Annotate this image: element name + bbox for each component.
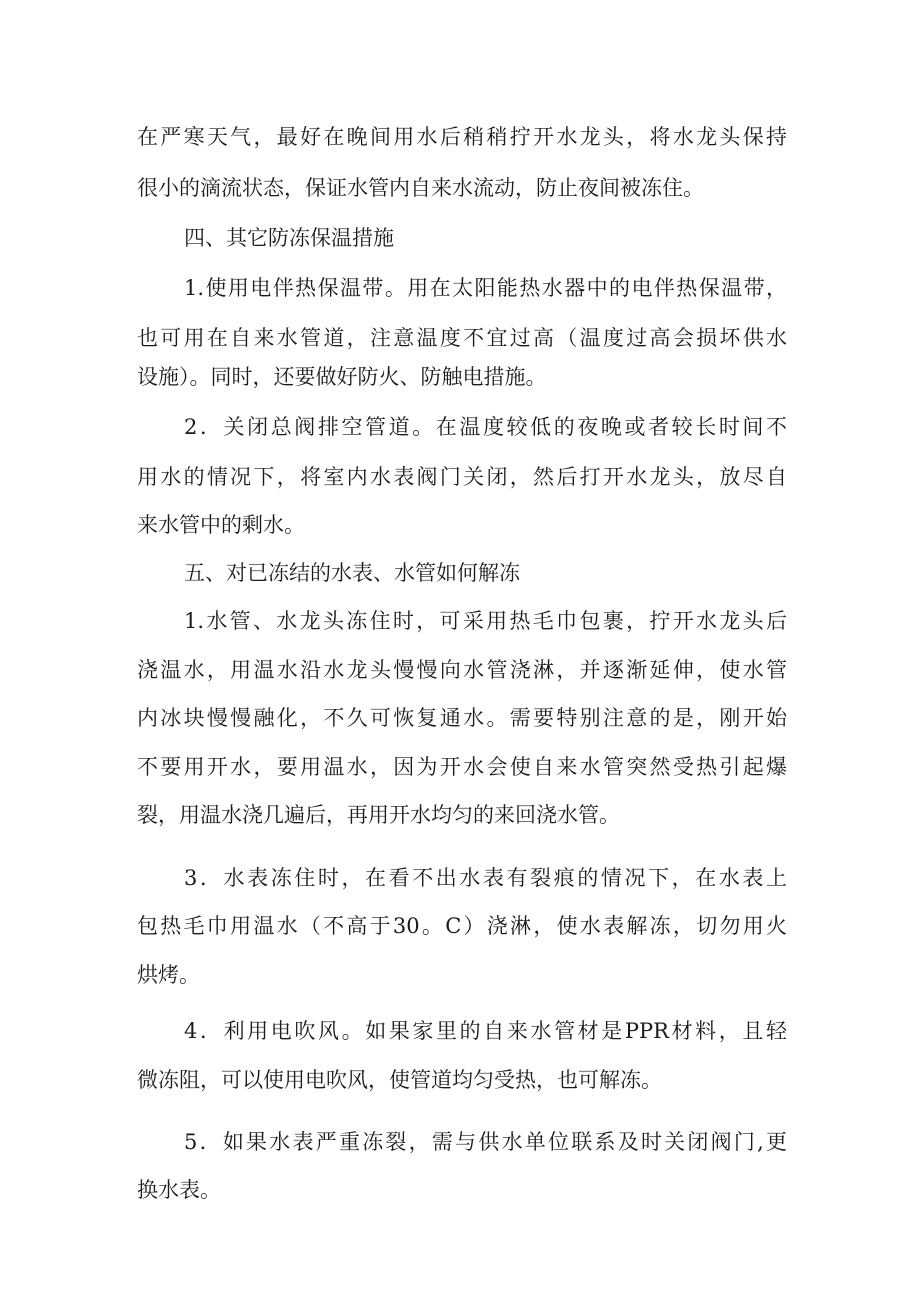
paragraph-line: 3．水表冻住时，在看不出水表有裂痕的情况下，在水表上 [184, 866, 787, 890]
paragraph-line: 浇温水，用温水沿水龙头慢慢向水管浇淋，并逐渐延伸，使水管 [137, 658, 787, 682]
paragraph-line: 内冰块慢慢融化，不久可恢复通水。需要特别注意的是，刚开始 [137, 706, 787, 730]
paragraph-line: 微冻阻，可以使用电吹风，使管道均匀受热，也可解冻。 [137, 1068, 662, 1092]
paragraph-line: 烘烤。 [137, 963, 200, 987]
paragraph-line: 换水表。 [137, 1178, 221, 1202]
paragraph-line: 设施）。同时，还要做好防火、防触电措施。 [137, 365, 547, 389]
section-heading: 五、对已冻结的水表、水管如何解冻 [184, 561, 520, 585]
paragraph-line: 用水的情况下，将室内水表阀门关闭，然后打开水龙头，放尽自 [137, 465, 787, 489]
paragraph-line: 裂，用温水浇几遍后，再用开水均匀的来回浇水管。 [137, 803, 620, 827]
paragraph-line: 在严寒天气，最好在晚间用水后稍稍拧开水龙头，将水龙头保持 [137, 125, 787, 149]
paragraph-line: 也可用在自来水管道，注意温度不宜过高（温度过高会损坏供水 [137, 326, 787, 350]
paragraph-line: 来水管中的剩水。 [137, 513, 305, 537]
paragraph-line: 不要用开水，要用温水，因为开水会使自来水管突然受热引起爆 [137, 755, 787, 779]
paragraph-line: 1.水管、水龙头冻住时，可采用热毛巾包裹，拧开水龙头后 [184, 609, 787, 633]
paragraph-line: 5．如果水表严重冻裂，需与供水单位联系及时关闭阀门,更 [184, 1130, 787, 1154]
section-heading: 四、其它防冻保温措施 [184, 226, 394, 250]
paragraph-line: 4．利用电吹风。如果家里的自来水管材是PPR材料，且轻 [184, 1019, 787, 1043]
paragraph-line: 很小的滴流状态，保证水管内自来水流动，防止夜间被冻住。 [137, 176, 704, 200]
paragraph-line: 1.使用电伴热保温带。用在太阳能热水器中的电伴热保温带， [184, 276, 787, 300]
paragraph-line: 2．关闭总阀排空管道。在温度较低的夜晚或者较长时间不 [184, 415, 787, 439]
paragraph-line: 包热毛巾用温水（不高于30。C）浇淋，使水表解冻，切勿用火 [137, 914, 787, 938]
